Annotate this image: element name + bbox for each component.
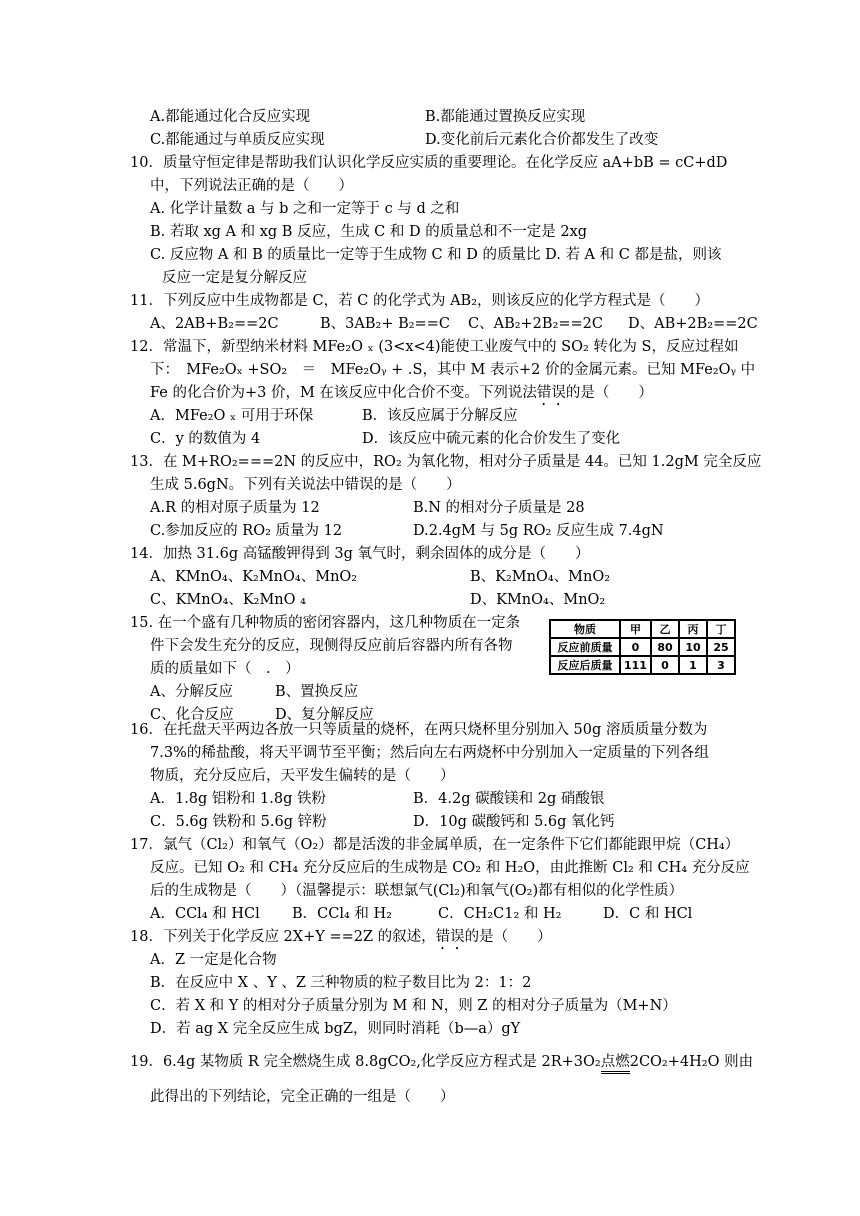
q18-option-c: C．若 X 和 Y 的相对分子质量分别为 M 和 N，则 Z 的相对分子质量为（M+N） xyxy=(150,998,677,1014)
q17-option-c: C．CH₂C1₂ 和 H₂ xyxy=(438,906,562,922)
q9-option-c: C.都能通过与单质反应实现 xyxy=(150,132,325,148)
table-row xyxy=(550,656,735,674)
q16-option-d: D．10g 碳酸钙和 5.6g 氧化钙 xyxy=(413,814,615,830)
q12-stem-line3: Fe 的化合价为+3 价，M 在该反应中化合价不变。下列说法错误的是（ ） xyxy=(150,385,653,401)
q16-stem-line1: 16．在托盘天平两边各放一只等质量的烧杯，在两只烧杯里分别加入 50g 溶质质量分数为 xyxy=(130,722,708,738)
q10-option-d-continued: 反应一定是复分解反应 xyxy=(162,270,307,286)
q18-option-a: A．Z 一定是化合物 xyxy=(150,952,277,968)
q9-option-b: B.都能通过置换反应实现 xyxy=(425,109,586,125)
mass-table xyxy=(549,619,736,675)
q13-option-d: D.2.4gM 与 5g RO₂ 反应生成 7.4gN xyxy=(413,523,664,539)
table-cell: 3 xyxy=(707,656,735,674)
q12-option-b: B．该反应属于分解反应 xyxy=(362,408,518,424)
q16-option-a: A．1.8g 铝粉和 1.8g 铁粉 xyxy=(150,791,326,807)
q13-stem-line1: 13．在 M+RO₂===2N 的反应中，RO₂ 为氧化物，相对分子质量是 44。已知 1.2gM 完全反应 xyxy=(130,454,762,470)
q17-option-d: D．C 和 HCl xyxy=(603,906,693,922)
q12-stem-line1: 12．常温下，新型纳米材料 MFe₂O ₓ (3<x<4)能使工业废气中的 SO₂ 转化为 S，反应过程如 xyxy=(130,339,739,355)
q14-option-d: D、KMnO₄、MnO₂ xyxy=(470,592,606,608)
q10-stem-line2: 中，下列说法正确的是（ ） xyxy=(150,178,353,194)
q16-stem-line3: 物质，充分反应后，天平发生偏转的是（ ） xyxy=(150,768,455,784)
q18-option-b: B．在反应中 X 、Y 、Z 三种物质的粒子数目比为 2：1：2 xyxy=(150,975,532,991)
q14-option-b: B、K₂MnO₄、MnO₂ xyxy=(470,569,611,585)
q17-option-b: B．CCl₄ 和 H₂ xyxy=(292,906,392,922)
q16-option-c: C．5.6g 铁粉和 5.6g 锌粉 xyxy=(150,814,327,830)
reaction-condition: 点燃 xyxy=(601,1054,630,1074)
q13-option-c: C.参加反应的 RO₂ 质量为 12 xyxy=(150,523,343,539)
table-header-cell: 乙 xyxy=(651,620,679,638)
q19-stem-line1: 19．6.4g 某物质 R 完全燃烧生成 8.8gCO₂,化学反应方程式是 2R+3O₂点燃2CO₂+4H₂O 则由 xyxy=(130,1052,753,1072)
q13-option-a: A.R 的相对原子质量为 12 xyxy=(150,500,320,516)
table-header-row xyxy=(550,620,735,638)
table-cell: 0 xyxy=(620,638,651,656)
emphasis-mark: 错误 xyxy=(536,385,566,401)
q13-stem-line2: 生成 5.6gN。下列有关说法中错误的是（ ） xyxy=(150,477,461,493)
q17-stem-line1: 17．氯气（Cl₂）和氧气（O₂）都是活泼的非金属单质，在一定条件下它们都能跟甲烷（CH₄） xyxy=(130,837,740,853)
q10-option-a: A. 化学计量数 a 与 b 之和一定等于 c 与 d 之和 xyxy=(150,201,460,217)
q10-option-b: B. 若取 xg A 和 xg B 反应，生成 C 和 D 的质量总和不一定是 2xg xyxy=(150,224,588,240)
emphasis-mark: 错误 xyxy=(435,929,465,945)
q11-stem: 11．下列反应中生成物都是 C，若 C 的化学式为 AB₂，则该反应的化学方程式是（ ） xyxy=(130,293,710,309)
q14-option-c: C、KMnO₄、K₂MnO ₄ xyxy=(150,592,306,608)
table-cell: 10 xyxy=(679,638,707,656)
q14-option-a: A、KMnO₄、K₂MnO₄、MnO₂ xyxy=(150,569,358,585)
q16-stem-line2: 7.3%的稀盐酸，将天平调节至平衡；然后向左右两烧杯中分别加入一定质量的下列各组 xyxy=(150,745,709,761)
q9-option-d: D.变化前后元素化合价都发生了改变 xyxy=(425,132,659,148)
q9-option-a: A.都能通过化合反应实现 xyxy=(150,109,311,125)
q12-stem-line2: 下： MFe₂Oₓ +SO₂ ＝ MFe₂Oᵧ + .S，其中 M 表示+2 价的金属元素。已知 MFe₂Oᵧ 中 xyxy=(150,362,756,378)
q12-option-d: D．该反应中硫元素的化合价发生了变化 xyxy=(362,431,621,447)
table-cell: 反应后质量 xyxy=(550,656,620,674)
table-header-cell: 丙 xyxy=(679,620,707,638)
q19-stem-line2: 此得出的下列结论，完全正确的一组是（ ） xyxy=(150,1089,455,1105)
q17-stem-line3: 后的生成物是（ ）（温馨提示：联想氯气(Cl₂)和氧气(O₂)都有相似的化学性质） xyxy=(150,883,684,899)
q10-stem-line1: 10．质量守恒定律是帮助我们认识化学反应实质的重要理论。在化学反应 aA+bB = cC+dD xyxy=(130,155,728,171)
q15-option-a: A、分解反应 xyxy=(150,684,233,700)
q11-option-c: C、AB₂+2B₂==2C xyxy=(468,316,603,332)
q15-option-d: D、复分解反应 xyxy=(275,707,374,723)
table-cell: 1 xyxy=(679,656,707,674)
q15-option-c: C、化合反应 xyxy=(150,707,234,723)
q11-option-d: D、AB+2B₂==2C xyxy=(628,316,758,332)
table-cell: 111 xyxy=(620,656,651,674)
table-header-cell: 物质 xyxy=(550,620,620,638)
q15-stem-line1: 15. 在一个盛有几种物质的密闭容器内，这几种物质在一定条 xyxy=(130,615,521,631)
table-row xyxy=(550,638,735,656)
q14-stem: 14．加热 31.6g 高锰酸钾得到 3g 氧气时，剩余固体的成分是（ ） xyxy=(130,546,590,562)
q13-option-b: B.N 的相对分子质量是 28 xyxy=(413,500,585,516)
table-cell: 25 xyxy=(707,638,735,656)
q10-option-c-d: C. 反应物 A 和 B 的质量比一定等于生成物 C 和 D 的质量比 D. 若 A 和 C 都是盐，则该 xyxy=(150,247,722,263)
q15-stem-line3: 质的质量如下（ . ） xyxy=(150,661,300,677)
q17-option-a: A．CCl₄ 和 HCl xyxy=(150,906,260,922)
table-cell: 0 xyxy=(651,656,679,674)
q12-option-a: A．MFe₂O ₓ 可用于环保 xyxy=(150,408,314,424)
table-cell: 反应前质量 xyxy=(550,638,620,656)
q15-option-b: B、置换反应 xyxy=(275,684,359,700)
q17-stem-line2: 反应。已知 O₂ 和 CH₄ 充分反应后的生成物是 CO₂ 和 H₂O，由此推断 Cl₂ 和 CH₄ 充分反应 xyxy=(150,860,750,876)
q18-stem: 18．下列关于化学反应 2X+Y ==2Z 的叙述，错误的是（ ） xyxy=(130,929,552,945)
table-header-cell: 甲 xyxy=(620,620,651,638)
table-cell: 80 xyxy=(651,638,679,656)
table-header-cell: 丁 xyxy=(707,620,735,638)
q15-stem-line2: 件下会发生充分的反应，现侧得反应前后容器内所有各物 xyxy=(150,638,513,654)
q11-option-a: A、2AB+B₂==2C xyxy=(150,316,279,332)
q16-option-b: B．4.2g 碳酸镁和 2g 硝酸银 xyxy=(413,791,605,807)
q18-option-d: D．若 ag X 完全反应生成 bgZ，则同时消耗（b—a）gY xyxy=(150,1021,521,1037)
q11-option-b: B、3AB₂+ B₂==C xyxy=(320,316,450,332)
q12-option-c: C．y 的数值为 4 xyxy=(150,431,261,447)
